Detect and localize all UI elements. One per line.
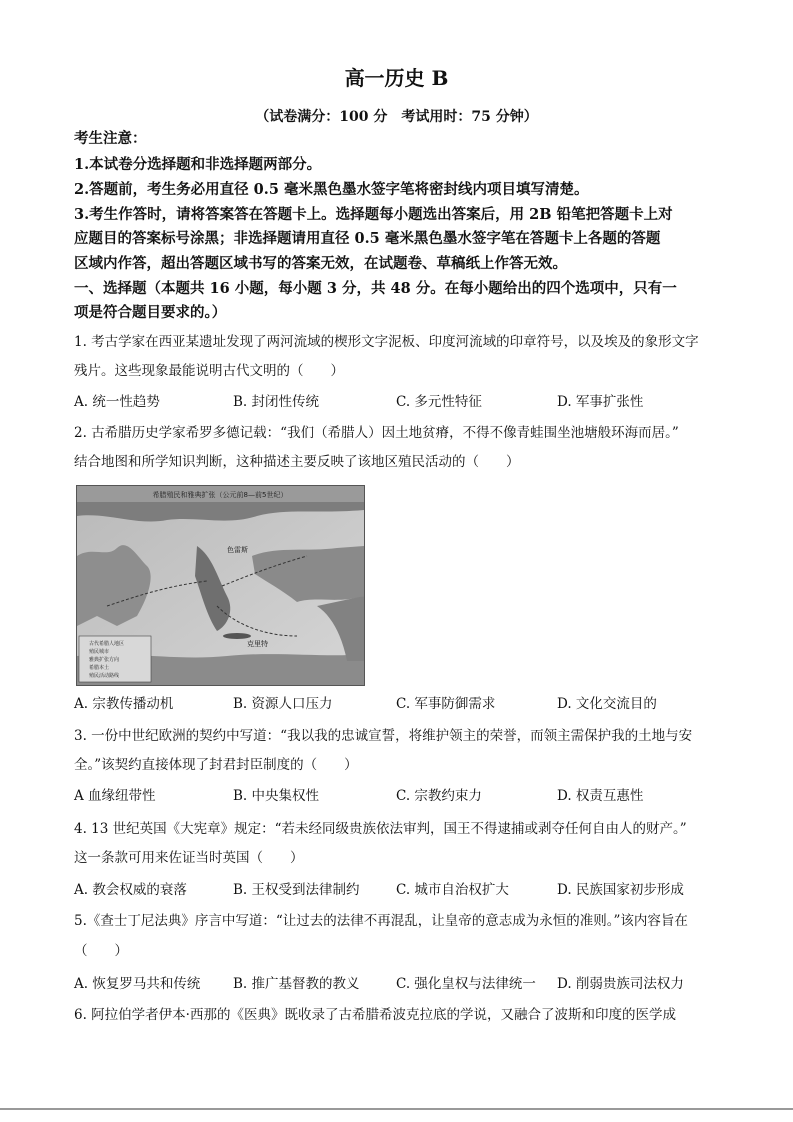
option-d: D. 民族国家初步形成: [557, 882, 684, 898]
map-legend-item: 古代希腊人地区: [89, 641, 125, 647]
option-a: A. 宗教传播动机: [74, 696, 174, 712]
question-2-text: 2. 古希腊历史学家希罗多德记载：“我们（希腊人）因土地贫瘠，不得不像青蛙围坐池塘般环海而居。”: [74, 425, 679, 441]
question-4-text: 这一条款可用来佐证当时英国（ ）: [74, 850, 304, 866]
option-c: C. 宗教约束力: [396, 788, 482, 804]
option-d: D. 文化交流目的: [557, 696, 657, 712]
notice-item: 3.考生作答时，请将答案答在答题卡上。选择题每小题选出答案后，用 2B 铅笔把答题卡上对: [74, 206, 673, 223]
map-legend-item: 希腊本土: [89, 665, 110, 671]
section-heading-cont: 项是符合题目要求的。）: [74, 304, 227, 321]
page-bottom-rule: [0, 1108, 793, 1110]
option-d: D. 权责互惠性: [557, 788, 644, 804]
notice-item: 应题目的答案标号涂黑；非选择题请用直径 0.5 毫米黑色墨水签字笔在答题卡上各题的答题: [74, 230, 661, 247]
section-heading: 一、选择题（本题共 16 小题，每小题 3 分，共 48 分。在每小题给出的四个选项中，只有一: [74, 280, 677, 297]
option-d: D. 军事扩张性: [557, 394, 644, 410]
question-1-text: 1. 考古学家在西亚某遗址发现了两河流域的楔形文字泥板、印度河流域的印章符号，以及埃及的象形文字: [74, 334, 699, 350]
option-b: B. 推广基督教的教义: [233, 976, 360, 992]
question-5-text: 5.《查士丁尼法典》序言中写道：“让过去的法律不再混乱，让皇帝的意志成为永恒的准则。”该内容旨在: [74, 913, 688, 929]
map-title: 希腊殖民和雅典扩张（公元前8—前5世纪）: [152, 491, 288, 499]
notice-item: 区域内作答，超出答题区域书写的答案无效，在试题卷、草稿纸上作答无效。: [74, 255, 567, 272]
notice-heading: 考生注意：: [74, 130, 147, 147]
map-label: 克里特: [247, 640, 268, 648]
map-legend-item: 雅典扩张方向: [89, 657, 120, 663]
map-graphic: [77, 486, 364, 685]
map-label: 色雷斯: [227, 546, 248, 554]
option-b: B. 王权受到法律制约: [233, 882, 360, 898]
option-b: B. 封闭性传统: [233, 394, 320, 410]
notice-item: 2.答题前，考生务必用直径 0.5 毫米黑色墨水签字笔将密封线内项目填写清楚。: [74, 181, 589, 198]
question-1-text: 残片。这些现象最能说明古代文明的（ ）: [74, 363, 344, 379]
question-2-text: 结合地图和所学知识判断，这种描述主要反映了该地区殖民活动的（ ）: [74, 454, 520, 470]
greek-colonization-map: [76, 485, 365, 686]
option-c: C. 强化皇权与法律统一: [396, 976, 536, 992]
exam-title: 高一历史 B: [344, 66, 449, 90]
option-c: C. 城市自治权扩大: [396, 882, 509, 898]
map-legend-item: 殖民城市: [89, 649, 110, 655]
notice-item: 1.本试卷分选择题和非选择题两部分。: [74, 156, 322, 173]
option-a: A. 教会权威的衰落: [74, 882, 187, 898]
question-3-text: 3. 一份中世纪欧洲的契约中写道：“我以我的忠诚宣誓，将维护领主的荣誉，而领主需保护我的土地与安: [74, 728, 693, 744]
map-legend-item: 殖民活动路线: [89, 673, 120, 679]
question-3-text: 全。”该契约直接体现了封君封臣制度的（ ）: [74, 757, 358, 773]
question-6-text: 6. 阿拉伯学者伊本·西那的《医典》既收录了古希腊希波克拉底的学说，又融合了波斯和印度的医学成: [74, 1007, 676, 1023]
option-c: C. 军事防御需求: [396, 696, 496, 712]
option-a: A. 统一性趋势: [74, 394, 160, 410]
option-c: C. 多元性特征: [396, 394, 482, 410]
option-d: D. 削弱贵族司法权力: [557, 976, 684, 992]
exam-subtitle: （试卷满分：100 分 考试用时：75 分钟）: [255, 109, 538, 125]
option-b: B. 资源人口压力: [233, 696, 333, 712]
option-b: B. 中央集权性: [233, 788, 320, 804]
option-a: A. 恢复罗马共和传统: [74, 976, 201, 992]
question-5-text: （ ）: [74, 943, 128, 959]
question-4-text: 4. 13 世纪英国《大宪章》规定：“若未经同级贵族依法审判，国王不得逮捕或剥夺任何自由人的财产。”: [74, 821, 687, 837]
option-a: A 血缘纽带性: [74, 788, 156, 804]
